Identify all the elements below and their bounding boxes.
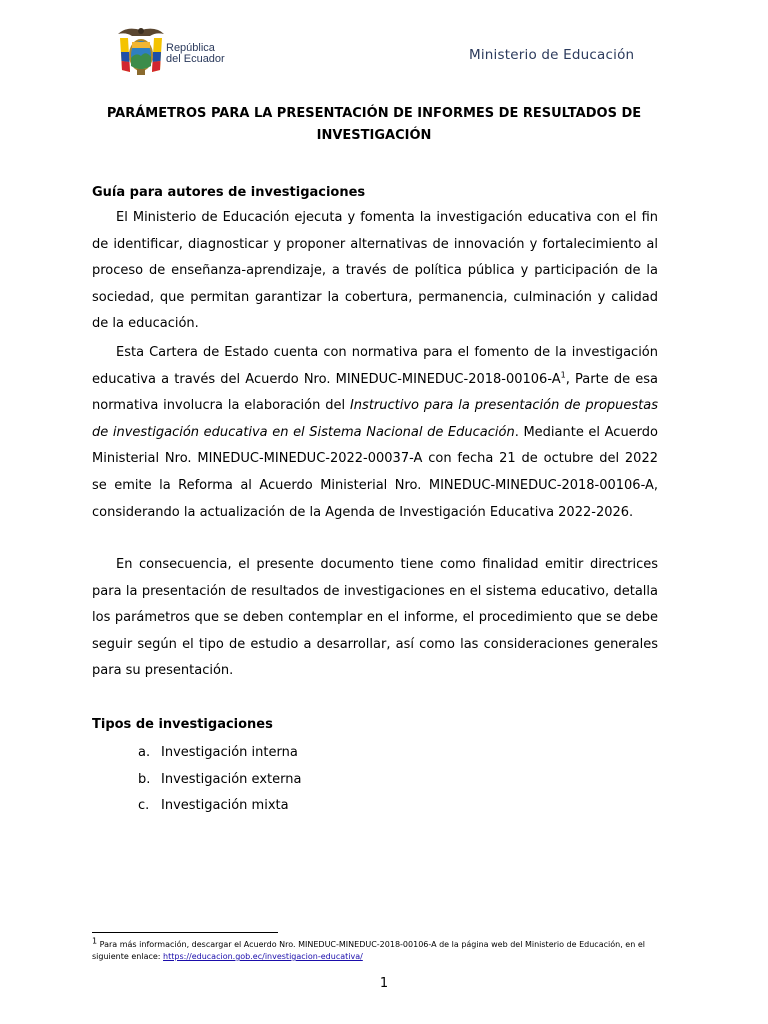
ecuador-coat-of-arms-icon xyxy=(116,24,166,80)
list-item-label: Investigación externa xyxy=(161,771,302,787)
list-marker: b. xyxy=(138,771,151,787)
list-item xyxy=(138,740,301,767)
list-item xyxy=(138,767,301,794)
paragraph-normativa-part3: . Mediante el Acuerdo Ministerial Nro. MINEDUC-MINEDUC-2022-00037-A con fecha 21 de octubre del 2022 se emite la Reforma al Acuerdo Ministerial Nro. MINEDUC-MINEDUC-2018-00106-A, considerando la actualización de la Agenda de Investigación Educativa 2022-2026. xyxy=(92,424,659,520)
ministry-name: Ministerio de Educación xyxy=(469,47,635,63)
footnote-number: 1 xyxy=(92,936,98,946)
title-line2: INVESTIGACIÓN xyxy=(316,128,432,143)
footnote-link[interactable]: https://educacion.gob.ec/investigacion-educativa/ xyxy=(163,952,363,961)
footnote xyxy=(92,936,662,963)
paragraph-intro: El Ministerio de Educación ejecuta y fomenta la investigación educativa con el fin de identificar, diagnosticar y proponer alternativas de innovación y fortalecimiento al proceso de enseñanza-aprendizaje, a través de política pública y participación de la sociedad, que permitan garantizar la cobertura, permanencia, culminación y calidad de la educación. xyxy=(92,210,658,332)
list-item-label: Investigación mixta xyxy=(161,798,289,814)
paragraph-normativa xyxy=(92,340,658,526)
section-heading-types: Tipos de investigaciones xyxy=(92,717,273,732)
footnote-ref[interactable]: 1 xyxy=(560,370,566,380)
page-header xyxy=(0,0,768,90)
section-heading-guide: Guía para autores de investigaciones xyxy=(92,185,366,200)
list-marker: c. xyxy=(138,798,150,814)
republic-name xyxy=(166,43,225,65)
list-item-label: Investigación interna xyxy=(161,745,298,760)
page-number: 1 xyxy=(379,976,389,991)
paragraph-normativa-part2: , Parte de esa normativa involucra la elaboración del xyxy=(92,371,658,414)
footnote-text: Para más información, descargar el Acuerdo Nro. MINEDUC-MINEDUC-2018-00106-A de la página web del Ministerio de Educación, en el siguiente enlace: xyxy=(92,940,645,961)
list-marker: a. xyxy=(138,745,151,760)
footnote-divider xyxy=(92,932,278,933)
document-title xyxy=(92,103,656,147)
list-item xyxy=(138,793,301,820)
investigation-types-list xyxy=(138,740,301,820)
republic-line1: República xyxy=(166,42,215,54)
paragraph-consecuencia: En consecuencia, el presente documento tiene como finalidad emitir directrices para la presentación de resultados de investigaciones en el sistema educativo, detalla los parámetros que se deben contemplar en el informe, el procedimiento que se debe seguir según el tipo de estudio a desarrollar, así como las consideraciones generales para su presentación. xyxy=(92,557,658,679)
paragraph-normativa-part1: Esta Cartera de Estado cuenta con normativa para el fomento de la investigación educativa a través del Acuerdo Nro. MINEDUC-MINEDUC-2018-00106-A xyxy=(92,345,658,387)
title-line1: PARÁMETROS PARA LA PRESENTACIÓN DE INFORMES DE RESULTADOS DE xyxy=(106,106,642,121)
instructivo-title: Instructivo para la presentación de propuestas de investigación educativa en el Sistema Nacional de Educación xyxy=(92,398,658,440)
republic-line2: del Ecuador xyxy=(166,53,225,65)
